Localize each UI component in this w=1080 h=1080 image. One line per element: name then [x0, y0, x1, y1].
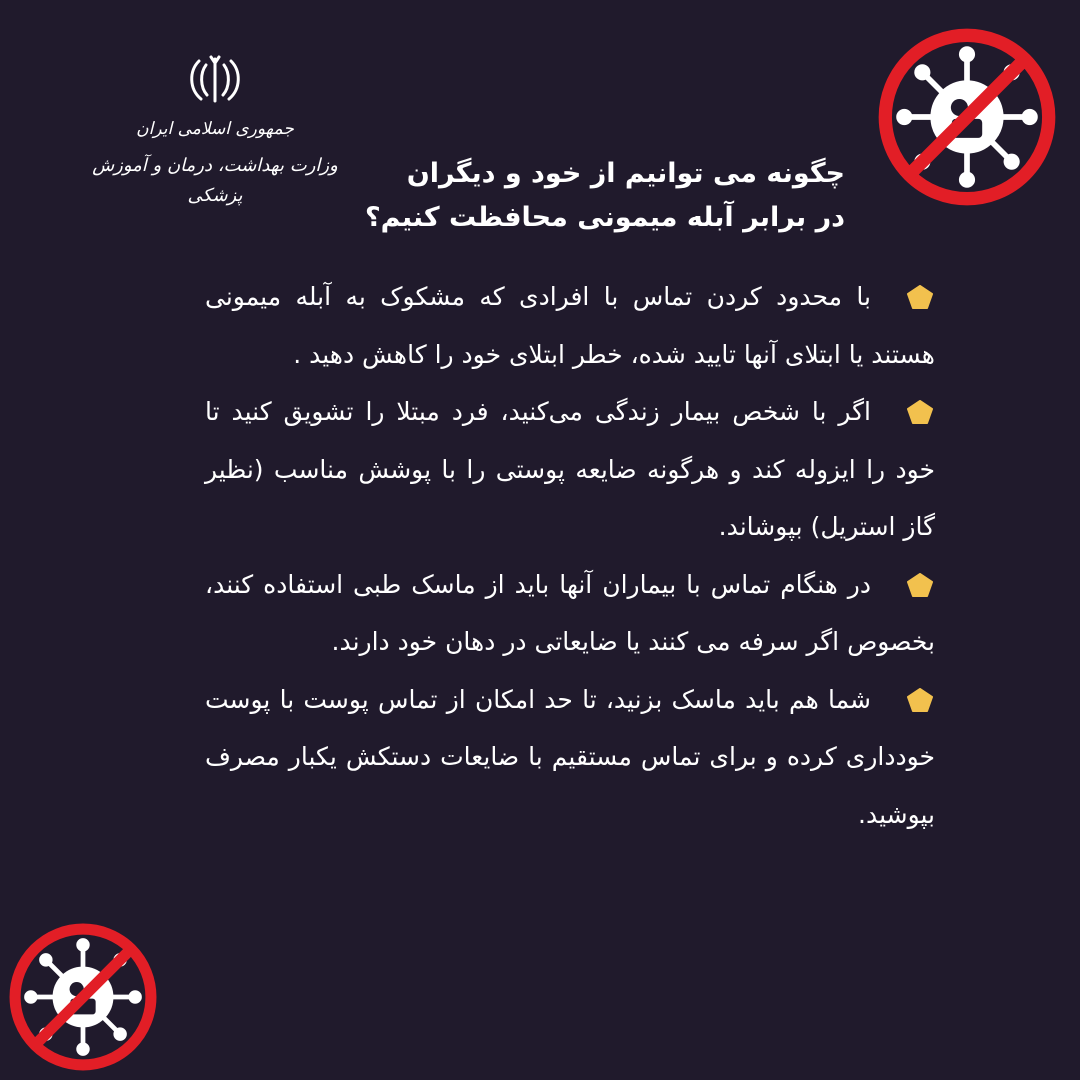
pentagon-bullet-icon	[907, 400, 933, 424]
ministry-logo	[70, 55, 360, 211]
no-virus-icon	[4, 918, 162, 1076]
list-item	[205, 556, 935, 671]
list-item	[205, 383, 935, 556]
org-name: جمهوری اسلامی ایران	[136, 119, 294, 139]
list-item-text: در هنگام تماس با بیماران آنها باید از ماسک طبی استفاده کنند، بخصوص اگر سرفه می کنند یا ضایعاتی در دهان خود دارند.	[205, 569, 935, 656]
iran-emblem-icon	[185, 55, 245, 105]
title-line-1: چگونه می توانیم از خود و دیگران	[406, 158, 845, 189]
list-item	[205, 268, 935, 383]
title-line-2: در برابر آبله میمونی محافظت کنیم؟	[365, 202, 845, 233]
page-title	[325, 152, 845, 240]
list-item-text: اگر با شخص بیمار زندگی می‌کنید، فرد مبتلا را تشویق کنید تا خود را ایزوله کند و هرگونه ضایعه پوستی را با پوشش مناسب (نظیر گاز استریل) بپوشاند.	[205, 397, 935, 541]
list-item-text: شما هم باید ماسک بزنید، تا حد امکان از تماس پوست با پوست خودداری کرده و برای تماس مستقیم با ضایعات دستکش یکبار مصرف بپوشید.	[205, 684, 935, 829]
list-item-text: با محدود کردن تماس با افرادی که مشکوک به آبله میمونی هستند یا ابتلای آنها تایید شده، خطر ابتلای خود را کاهش دهید .	[205, 282, 935, 369]
tips-list	[205, 268, 935, 843]
ministry-name: وزارت بهداشت، درمان و آموزش پزشکی	[92, 155, 338, 206]
pentagon-bullet-icon	[907, 573, 933, 597]
list-item	[205, 671, 935, 844]
no-virus-icon	[872, 22, 1062, 212]
pentagon-bullet-icon	[907, 688, 933, 712]
pentagon-bullet-icon	[907, 285, 933, 309]
